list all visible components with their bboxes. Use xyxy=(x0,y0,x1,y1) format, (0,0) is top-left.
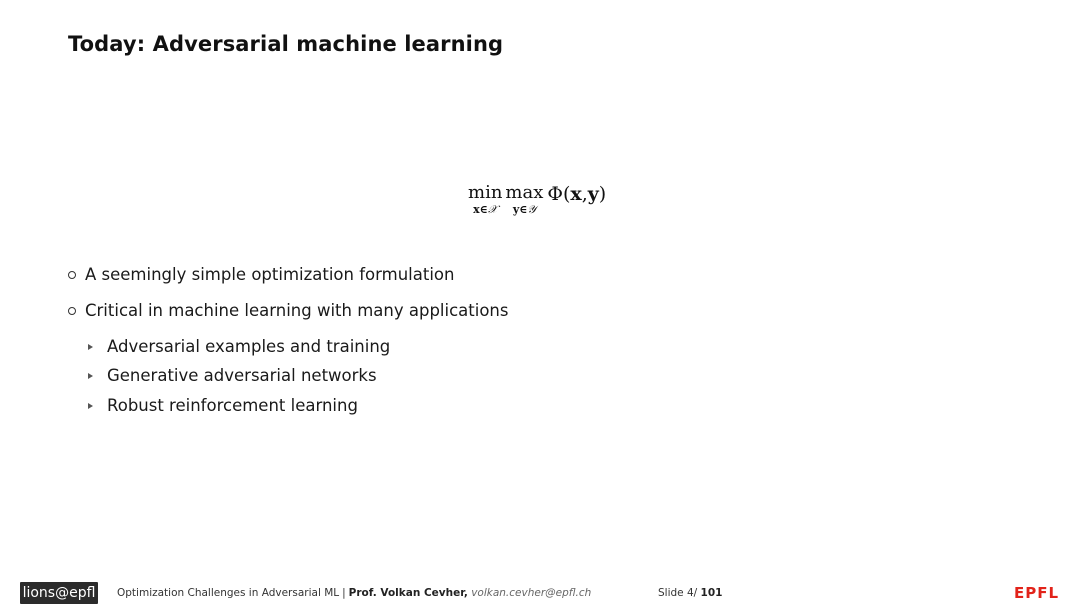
circle-bullet-icon xyxy=(68,271,76,279)
slide-number xyxy=(658,587,722,599)
course-title: Optimization Challenges in Adversarial ML xyxy=(117,587,340,599)
bullet-item xyxy=(68,298,508,322)
objective-separator: , xyxy=(581,183,588,205)
circle-bullet-icon xyxy=(68,307,76,315)
subbullet-text: Adversarial examples and training xyxy=(107,336,391,356)
epfl-logo: EPFL xyxy=(1014,584,1060,602)
min-operator-block xyxy=(468,182,502,216)
min-subscript-set: 𝒳 xyxy=(487,203,498,216)
subbullet-list xyxy=(88,334,508,417)
objective-function xyxy=(547,182,606,206)
slide-total: 101 xyxy=(700,587,723,599)
subbullet-text: Generative adversarial networks xyxy=(107,366,377,385)
objective-prefix: Φ( xyxy=(547,183,571,205)
max-subscript-set: 𝒴 xyxy=(527,203,536,216)
minmax-formula xyxy=(468,182,606,216)
min-subscript-var: x∈ xyxy=(473,203,488,216)
min-operator: min xyxy=(468,182,503,203)
objective-x: x xyxy=(570,183,582,205)
objective-y: y xyxy=(587,183,599,205)
footer-course-info xyxy=(117,587,591,599)
footer-separator: | xyxy=(342,587,346,599)
slide-footer xyxy=(0,582,1080,606)
triangle-bullet-icon xyxy=(88,344,93,350)
min-subscript xyxy=(473,204,497,216)
bullet-text: Critical in machine learning with many applications xyxy=(85,300,509,320)
bullet-list xyxy=(68,262,508,423)
bullet-item xyxy=(68,262,508,286)
author-email: volkan.cevher@epfl.ch xyxy=(471,587,592,599)
subbullet-item xyxy=(88,334,508,358)
subbullet-container xyxy=(68,334,508,417)
max-subscript-var: y∈ xyxy=(512,203,528,216)
subbullet-text: Robust reinforcement learning xyxy=(107,395,358,415)
subbullet-item xyxy=(88,393,508,417)
triangle-bullet-icon xyxy=(88,373,93,379)
slide-title: Today: Adversarial machine learning xyxy=(68,32,504,56)
triangle-bullet-icon xyxy=(88,403,93,409)
slide-label: Slide 4/ xyxy=(658,587,698,599)
lions-epfl-logo: lions@epfl xyxy=(20,582,98,604)
author-name: Prof. Volkan Cevher, xyxy=(348,587,468,599)
max-operator: max xyxy=(505,182,544,203)
max-subscript xyxy=(513,204,536,216)
subbullet-item xyxy=(88,364,508,388)
objective-suffix: ) xyxy=(598,183,607,205)
max-operator-block xyxy=(505,182,543,216)
bullet-text: A seemingly simple optimization formulation xyxy=(85,264,455,284)
